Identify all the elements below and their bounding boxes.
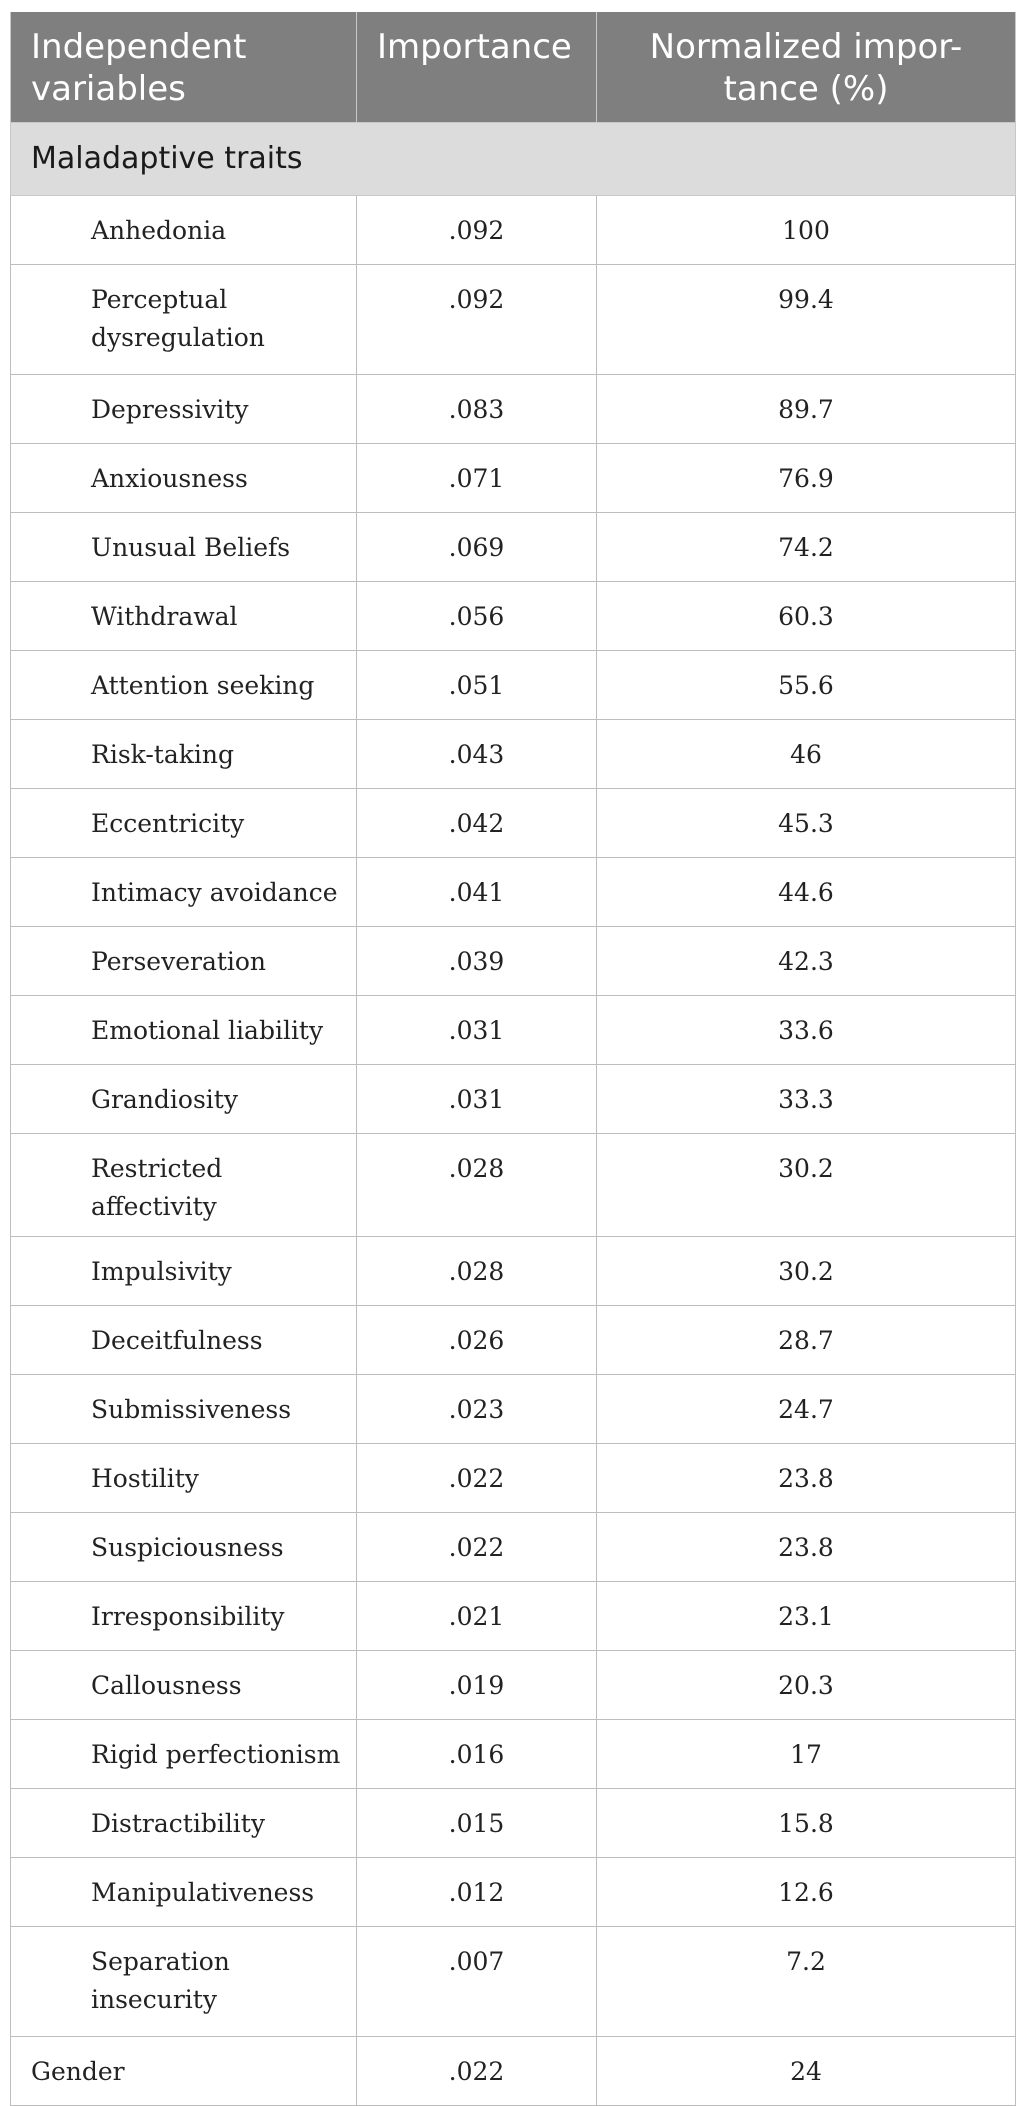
row-importance-value: .071 [357,444,597,513]
importance-table [10,12,1016,2106]
row-variable-name: Impulsivity [11,1237,357,1306]
row-variable-name: Depressivity [11,375,357,444]
row-variable-name: Submissiveness [11,1375,357,1444]
row-importance-value: .016 [357,1720,597,1789]
table-row [11,651,1016,720]
row-normalized-value: 23.8 [597,1513,1016,1582]
table-row [11,720,1016,789]
table-row [11,1306,1016,1375]
row-importance-value: .015 [357,1789,597,1858]
header-normalized-importance [597,12,1016,123]
row-normalized-value: 23.8 [597,1444,1016,1513]
row-importance-value: .039 [357,927,597,996]
row-importance-value: .023 [357,1375,597,1444]
row-normalized-value: 23.1 [597,1582,1016,1651]
table-row [11,1375,1016,1444]
table-row [11,1134,1016,1237]
header-line: Normalized impor- [649,27,963,67]
row-importance-value: .007 [357,1927,597,2037]
row-normalized-value: 7.2 [597,1927,1016,2037]
row-normalized-value: 44.6 [597,858,1016,927]
row-importance-value: .031 [357,996,597,1065]
header-line: Independent [31,27,247,67]
header-row [11,12,1016,123]
row-importance-value: .022 [357,1513,597,1582]
row-normalized-value: 45.3 [597,789,1016,858]
row-variable-name: Perceptual dysregulation [11,265,357,375]
section-row [11,123,1016,196]
row-variable-name: Manipulativeness [11,1858,357,1927]
table-row [11,789,1016,858]
header-line: variables [31,69,186,109]
row-normalized-value: 46 [597,720,1016,789]
row-importance-value: .092 [357,196,597,265]
row-variable-name: Suspiciousness [11,1513,357,1582]
row-variable-name: Distractibility [11,1789,357,1858]
row-normalized-value: 20.3 [597,1651,1016,1720]
header-line: Importance [377,27,572,67]
table-row [11,1927,1016,2037]
row-variable-name: Anxiousness [11,444,357,513]
header-line: tance (%) [723,69,889,109]
row-variable-name: Unusual Beliefs [11,513,357,582]
table-row [11,444,1016,513]
header-importance [357,12,597,123]
table-row [11,2037,1016,2106]
table-row [11,1065,1016,1134]
row-importance-value: .083 [357,375,597,444]
row-normalized-value: 55.6 [597,651,1016,720]
table-row [11,1582,1016,1651]
row-importance-value: .022 [357,2037,597,2106]
row-variable-name: Perseveration [11,927,357,996]
row-normalized-value: 28.7 [597,1306,1016,1375]
row-importance-value: .051 [357,651,597,720]
table-row [11,927,1016,996]
row-importance-value: .022 [357,1444,597,1513]
row-variable-name: Attention seeking [11,651,357,720]
row-normalized-value: 99.4 [597,265,1016,375]
row-normalized-value: 42.3 [597,927,1016,996]
row-importance-value: .056 [357,582,597,651]
row-importance-value: .019 [357,1651,597,1720]
row-importance-value: .012 [357,1858,597,1927]
row-variable-name: Hostility [11,1444,357,1513]
header-independent-variables [11,12,357,123]
row-normalized-value: 100 [597,196,1016,265]
row-normalized-value: 24 [597,2037,1016,2106]
row-variable-name: Risk-taking [11,720,357,789]
row-importance-value: .069 [357,513,597,582]
table-row [11,1444,1016,1513]
table-row [11,1651,1016,1720]
table-row [11,1858,1016,1927]
row-normalized-value: 12.6 [597,1858,1016,1927]
row-importance-value: .026 [357,1306,597,1375]
row-normalized-value: 30.2 [597,1134,1016,1237]
row-importance-value: .043 [357,720,597,789]
row-importance-value: .092 [357,265,597,375]
row-normalized-value: 33.3 [597,1065,1016,1134]
row-normalized-value: 17 [597,1720,1016,1789]
table-row [11,1237,1016,1306]
table-container [10,12,1015,2106]
row-variable-name: Deceitfulness [11,1306,357,1375]
row-normalized-value: 24.7 [597,1375,1016,1444]
row-normalized-value: 30.2 [597,1237,1016,1306]
row-importance-value: .028 [357,1134,597,1237]
section-title: Maladaptive traits [11,123,1016,196]
row-variable-name: Eccentricity [11,789,357,858]
row-variable-name: Irresponsibility [11,1582,357,1651]
row-normalized-value: 89.7 [597,375,1016,444]
table-row [11,1720,1016,1789]
row-variable-name: Callousness [11,1651,357,1720]
table-row [11,513,1016,582]
row-importance-value: .028 [357,1237,597,1306]
row-normalized-value: 15.8 [597,1789,1016,1858]
row-variable-name: Withdrawal [11,582,357,651]
table-row [11,858,1016,927]
row-importance-value: .031 [357,1065,597,1134]
table-row [11,1789,1016,1858]
row-variable-name: Separation insecurity [11,1927,357,2037]
row-importance-value: .021 [357,1582,597,1651]
row-normalized-value: 33.6 [597,996,1016,1065]
row-normalized-value: 60.3 [597,582,1016,651]
table-row [11,196,1016,265]
table-row [11,375,1016,444]
row-importance-value: .041 [357,858,597,927]
row-normalized-value: 76.9 [597,444,1016,513]
table-row [11,582,1016,651]
row-variable-name: Emotional liability [11,996,357,1065]
row-importance-value: .042 [357,789,597,858]
row-variable-name: Grandiosity [11,1065,357,1134]
table-row [11,996,1016,1065]
row-variable-name: Restricted affectivity [11,1134,357,1237]
row-normalized-value: 74.2 [597,513,1016,582]
table-row [11,1513,1016,1582]
row-variable-name: Gender [11,2037,357,2106]
row-variable-name: Rigid perfectionism [11,1720,357,1789]
table-row [11,265,1016,375]
row-variable-name: Anhedonia [11,196,357,265]
row-variable-name: Intimacy avoidance [11,858,357,927]
